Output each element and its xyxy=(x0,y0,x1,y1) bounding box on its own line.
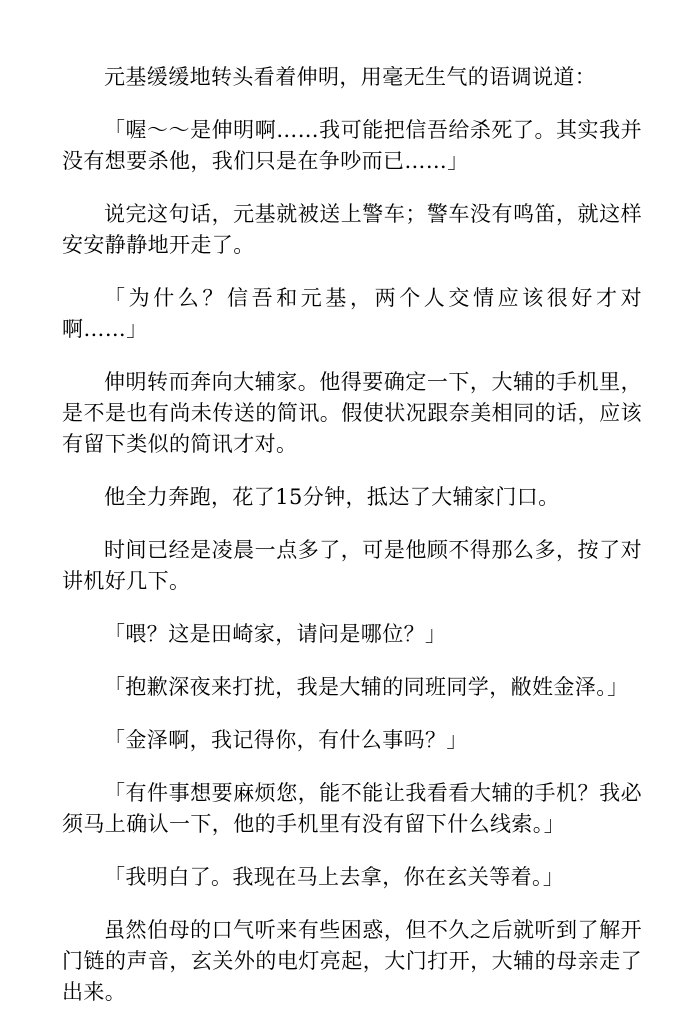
document-page xyxy=(62,62,642,1030)
paragraph: 「为什么？信吾和元基，两个人交情应该很好才对啊……」 xyxy=(62,286,642,341)
paragraph: 虽然伯母的口气听来有些困惑，但不久之后就听到了解开门链的声音，玄关外的电灯亮起，大门打开，大辅的母亲走了出来。 xyxy=(62,918,642,1004)
paragraph: 「喔～～是伸明啊……我可能把信吾给杀死了。其实我并没有想要杀他，我们只是在争吵而已……」 xyxy=(62,118,642,173)
paragraph: 「我明白了。我现在马上去拿，你在玄关等着。」 xyxy=(104,865,565,889)
paragraph: 元基缓缓地转头看着伸明，用毫无生气的语调说道： xyxy=(104,65,597,89)
paragraph: 说完这句话，元基就被送上警车；警车没有鸣笛，就这样安安静静地开走了。 xyxy=(62,202,642,257)
paragraph: 「金泽啊，我记得你，有什么事吗？」 xyxy=(104,728,468,752)
paragraph: 伸明转而奔向大辅家。他得要确定一下，大辅的手机里，是不是也有尚未传送的简讯。假使状况跟奈美相同的话，应该有留下类似的简讯才对。 xyxy=(62,370,642,456)
paragraph: 「有件事想要麻烦您，能不能让我看看大辅的手机？我必须马上确认一下，他的手机里有没有留下什么线索。」 xyxy=(62,781,642,836)
paragraph: 他全力奔跑，花了15分钟，抵达了大辅家门口。 xyxy=(104,485,560,509)
paragraph: 「喂？这是田崎家，请问是哪位？」 xyxy=(104,622,447,646)
paragraph: 「抱歉深夜来打扰，我是大辅的同班同学，敝姓金泽。」 xyxy=(104,675,629,699)
paragraph: 时间已经是凌晨一点多了，可是他顾不得那么多，按了对讲机好几下。 xyxy=(62,538,642,593)
